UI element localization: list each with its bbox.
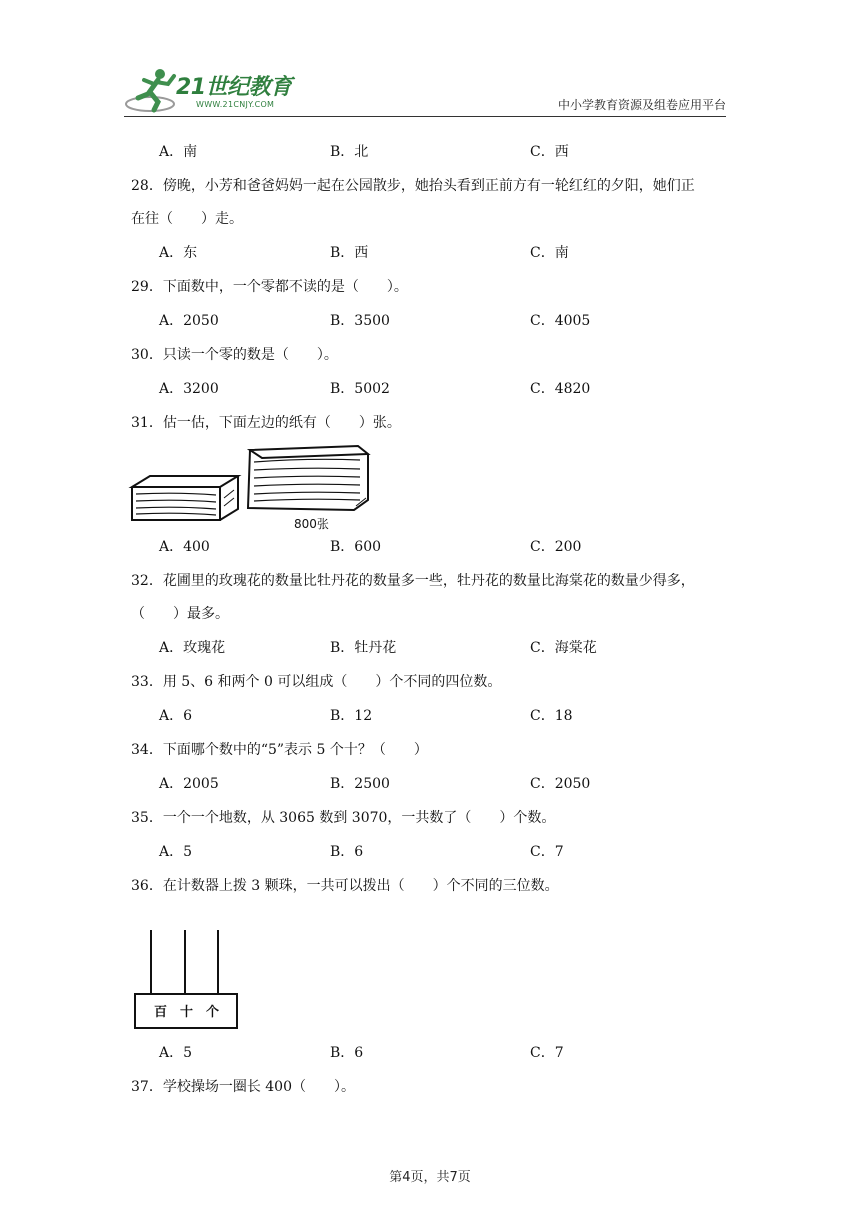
option-b[interactable]: B．6 bbox=[330, 1045, 364, 1061]
question-text: 28．傍晚，小芳和爸爸妈妈一起在公园散步，她抬头看到正前方有一轮红红的夕阳，她们正 bbox=[131, 178, 695, 194]
header-divider bbox=[124, 116, 726, 117]
option-a[interactable]: A．3200 bbox=[159, 381, 219, 397]
logo-url: WWW.21CNJY.COM bbox=[196, 100, 275, 109]
option-a[interactable]: A．5 bbox=[159, 844, 193, 860]
option-c[interactable]: C．18 bbox=[530, 708, 573, 724]
abacus-place-labels: 百 十 个 bbox=[154, 1005, 220, 1020]
stack-label: 800张 bbox=[294, 517, 329, 531]
page-header bbox=[0, 0, 860, 120]
question-text: 32．花圃里的玫瑰花的数量比牡丹花的数量多一些，牡丹花的数量比海棠花的数量少得多， bbox=[131, 573, 695, 589]
option-a[interactable]: A．南 bbox=[159, 144, 198, 160]
paper-stacks-figure bbox=[128, 440, 378, 532]
question-text: 34．下面哪个数中的“5”表示 5 个十？（ ） bbox=[131, 742, 428, 758]
question-text: 29．下面数中，一个零都不读的是（ ）。 bbox=[131, 279, 408, 295]
option-a[interactable]: A．东 bbox=[159, 245, 198, 261]
option-c[interactable]: C．2050 bbox=[530, 776, 591, 792]
question-text: （ ）最多。 bbox=[131, 606, 229, 622]
question-text: 30．只读一个零的数是（ ）。 bbox=[131, 347, 338, 363]
option-b[interactable]: B．5002 bbox=[330, 381, 390, 397]
large-paper-stack-icon bbox=[248, 446, 368, 510]
option-c[interactable]: C．7 bbox=[530, 1045, 564, 1061]
header-platform-title: 中小学教育资源及组卷应用平台 bbox=[557, 98, 726, 112]
option-c[interactable]: C．4005 bbox=[530, 313, 591, 329]
question-text: 31．估一估，下面左边的纸有（ ）张。 bbox=[131, 415, 401, 431]
option-b[interactable]: B．西 bbox=[330, 245, 369, 261]
option-c[interactable]: C．200 bbox=[530, 539, 582, 555]
option-c[interactable]: C．西 bbox=[530, 144, 569, 160]
option-b[interactable]: B．600 bbox=[330, 539, 382, 555]
option-c[interactable]: C．7 bbox=[530, 844, 564, 860]
option-c[interactable]: C．海棠花 bbox=[530, 640, 597, 656]
page-number: 第4页，共7页 bbox=[389, 1170, 471, 1185]
option-b[interactable]: B．3500 bbox=[330, 313, 390, 329]
option-a[interactable]: A．6 bbox=[159, 708, 193, 724]
question-text: 在往（ ）走。 bbox=[131, 211, 243, 227]
question-text: 36．在计数器上拨 3 颗珠，一共可以拨出（ ）个不同的三位数。 bbox=[131, 878, 559, 894]
option-a[interactable]: A．400 bbox=[159, 539, 210, 555]
option-c[interactable]: C．4820 bbox=[530, 381, 591, 397]
option-a[interactable]: A．5 bbox=[159, 1045, 193, 1061]
option-b[interactable]: B．2500 bbox=[330, 776, 390, 792]
logo-text: 21世纪教育 bbox=[176, 75, 292, 100]
question-text: 35．一个一个地数，从 3065 数到 3070，一共数了（ ）个数。 bbox=[131, 810, 556, 826]
option-b[interactable]: B．牡丹花 bbox=[330, 640, 397, 656]
question-text: 37．学校操场一圈长 400（ ）。 bbox=[131, 1079, 355, 1095]
option-b[interactable]: B．6 bbox=[330, 844, 364, 860]
option-b[interactable]: B．北 bbox=[330, 144, 369, 160]
question-text: 33．用 5、6 和两个 0 可以组成（ ）个不同的四位数。 bbox=[131, 674, 502, 690]
option-a[interactable]: A．玫瑰花 bbox=[159, 640, 226, 656]
option-c[interactable]: C．南 bbox=[530, 245, 569, 261]
small-paper-stack-icon bbox=[132, 476, 238, 520]
option-b[interactable]: B．12 bbox=[330, 708, 373, 724]
option-a[interactable]: A．2050 bbox=[159, 313, 219, 329]
option-a[interactable]: A．2005 bbox=[159, 776, 219, 792]
